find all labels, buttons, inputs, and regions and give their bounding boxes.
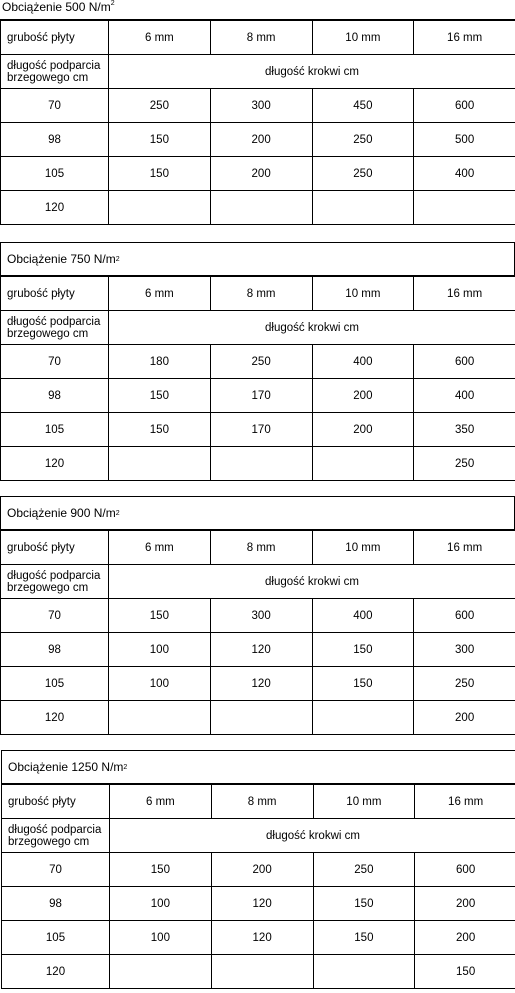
table-row [1, 599, 515, 633]
support-value: 105 [2, 921, 110, 955]
span-value: 400 [312, 345, 414, 379]
span-header: długość krokwi cm [109, 55, 515, 89]
span-value: 600 [415, 853, 515, 887]
table-row [1, 123, 515, 157]
thickness-header: 8 mm [210, 531, 312, 565]
table-row [1, 633, 515, 667]
support-value: 70 [1, 345, 109, 379]
span-value: 150 [109, 379, 211, 413]
span-header-row [1, 55, 515, 89]
span-value: 150 [313, 887, 415, 921]
thickness-header: 16 mm [414, 21, 515, 55]
title-superscript: 2 [115, 509, 120, 517]
thickness-label: grubość płyty [1, 277, 109, 311]
thickness-label: grubość płyty [1, 531, 109, 565]
span-value: 300 [210, 89, 312, 123]
span-value: 100 [110, 887, 212, 921]
thickness-header: 10 mm [312, 21, 414, 55]
span-value [109, 191, 211, 225]
thickness-header: 10 mm [312, 277, 414, 311]
title-text: Obciążenie 500 N/m [2, 0, 111, 14]
span-header: długość krokwi cm [110, 819, 515, 853]
span-value: 600 [414, 89, 515, 123]
support-label-line-2: brzegowego cm [7, 581, 89, 594]
support-value: 105 [1, 413, 109, 447]
span-value: 250 [109, 89, 211, 123]
span-header: długość krokwi cm [109, 565, 515, 599]
span-value: 250 [312, 157, 414, 191]
span-value [211, 955, 313, 989]
thickness-header: 6 mm [110, 785, 212, 819]
span-value: 120 [211, 921, 313, 955]
table-row [1, 157, 515, 191]
load-table-block [0, 496, 515, 735]
span-header-row [1, 311, 515, 345]
span-value: 120 [211, 887, 313, 921]
title-superscript: 2 [110, 0, 115, 7]
span-value: 150 [312, 667, 414, 701]
table-row [1, 191, 515, 225]
support-value: 120 [1, 447, 109, 481]
support-label [2, 819, 110, 853]
span-value: 250 [312, 123, 414, 157]
title-superscript: 2 [123, 763, 128, 771]
thickness-header: 6 mm [109, 21, 211, 55]
span-value [414, 191, 515, 225]
span-value: 400 [414, 379, 515, 413]
title-text: Obciążenie 900 N/m [7, 506, 116, 520]
support-label-line-2: brzegowego cm [8, 835, 90, 848]
table-row [1, 89, 515, 123]
span-value: 150 [109, 599, 211, 633]
span-value: 170 [210, 413, 312, 447]
span-value: 250 [414, 447, 515, 481]
span-value: 100 [109, 667, 211, 701]
span-value: 300 [414, 633, 515, 667]
table-row [2, 921, 515, 955]
span-value [109, 447, 211, 481]
span-value: 150 [312, 633, 414, 667]
table-row [1, 379, 515, 413]
support-value: 70 [1, 599, 109, 633]
support-label-line-1: długość podparcia [8, 823, 102, 836]
support-value: 120 [1, 701, 109, 735]
span-table [1, 784, 515, 989]
title-superscript: 2 [115, 255, 120, 263]
support-value: 120 [2, 955, 110, 989]
load-table-block [0, 0, 515, 225]
table-row [1, 667, 515, 701]
span-value [312, 701, 414, 735]
load-table-block [0, 242, 515, 481]
span-value [312, 447, 414, 481]
span-value: 250 [414, 667, 515, 701]
support-value: 105 [1, 667, 109, 701]
table-title [0, 242, 515, 276]
thickness-row [1, 531, 515, 565]
table-title [0, 496, 515, 530]
support-value: 98 [1, 379, 109, 413]
thickness-header: 6 mm [109, 531, 211, 565]
span-value: 200 [414, 701, 515, 735]
thickness-header: 16 mm [414, 531, 515, 565]
title-text: Obciążenie 1250 N/m [8, 760, 124, 774]
span-value: 300 [210, 599, 312, 633]
support-label-line-2: brzegowego cm [7, 71, 89, 84]
span-value: 120 [210, 667, 312, 701]
table-row [2, 955, 515, 989]
support-value: 120 [1, 191, 109, 225]
thickness-header: 16 mm [414, 277, 515, 311]
table-title [1, 750, 515, 784]
span-value: 150 [109, 413, 211, 447]
span-value: 100 [109, 633, 211, 667]
table-row [1, 345, 515, 379]
thickness-row [1, 21, 515, 55]
thickness-row [1, 277, 515, 311]
span-value: 200 [312, 379, 414, 413]
span-value: 250 [313, 853, 415, 887]
span-value [210, 447, 312, 481]
span-table [0, 276, 515, 481]
support-label [1, 565, 109, 599]
span-value: 400 [414, 157, 515, 191]
support-value: 105 [1, 157, 109, 191]
span-value: 100 [110, 921, 212, 955]
span-value: 200 [415, 921, 515, 955]
span-value: 350 [414, 413, 515, 447]
span-value [210, 701, 312, 735]
span-header-row [2, 819, 515, 853]
span-value: 150 [109, 157, 211, 191]
table-row [1, 701, 515, 735]
thickness-header: 8 mm [210, 21, 312, 55]
support-value: 98 [1, 123, 109, 157]
support-label-line-1: długość podparcia [7, 569, 101, 582]
span-value: 170 [210, 379, 312, 413]
support-label-line-1: długość podparcia [7, 59, 101, 72]
span-value: 200 [210, 157, 312, 191]
support-label [1, 311, 109, 345]
span-header-row [1, 565, 515, 599]
span-value: 150 [110, 853, 212, 887]
span-value: 120 [210, 633, 312, 667]
support-label-line-2: brzegowego cm [7, 327, 89, 340]
span-value: 200 [415, 887, 515, 921]
span-value: 180 [109, 345, 211, 379]
table-row [1, 447, 515, 481]
table-row [2, 887, 515, 921]
thickness-row [2, 785, 515, 819]
thickness-header: 8 mm [210, 277, 312, 311]
span-value [313, 955, 415, 989]
span-value: 200 [210, 123, 312, 157]
span-value: 200 [312, 413, 414, 447]
span-value: 150 [109, 123, 211, 157]
span-value [110, 955, 212, 989]
support-label [1, 55, 109, 89]
table-row [2, 853, 515, 887]
thickness-header: 8 mm [211, 785, 313, 819]
span-value: 600 [414, 599, 515, 633]
load-table-block [1, 750, 515, 989]
span-value: 250 [210, 345, 312, 379]
table-title [0, 0, 515, 20]
span-table [0, 530, 515, 735]
span-value: 600 [414, 345, 515, 379]
span-header: długość krokwi cm [109, 311, 515, 345]
thickness-header: 6 mm [109, 277, 211, 311]
support-value: 98 [2, 887, 110, 921]
support-value: 70 [1, 89, 109, 123]
span-value: 500 [414, 123, 515, 157]
thickness-header: 10 mm [312, 531, 414, 565]
thickness-label: grubość płyty [2, 785, 110, 819]
span-value [312, 191, 414, 225]
span-value: 200 [211, 853, 313, 887]
span-value: 150 [313, 921, 415, 955]
span-value: 450 [312, 89, 414, 123]
span-value [109, 701, 211, 735]
span-value: 150 [415, 955, 515, 989]
support-value: 70 [2, 853, 110, 887]
span-value [210, 191, 312, 225]
span-table [0, 20, 515, 225]
support-value: 98 [1, 633, 109, 667]
thickness-header: 10 mm [313, 785, 415, 819]
thickness-label: grubość płyty [1, 21, 109, 55]
span-value: 400 [312, 599, 414, 633]
title-text: Obciążenie 750 N/m [7, 252, 116, 266]
thickness-header: 16 mm [415, 785, 515, 819]
table-row [1, 413, 515, 447]
support-label-line-1: długość podparcia [7, 315, 101, 328]
